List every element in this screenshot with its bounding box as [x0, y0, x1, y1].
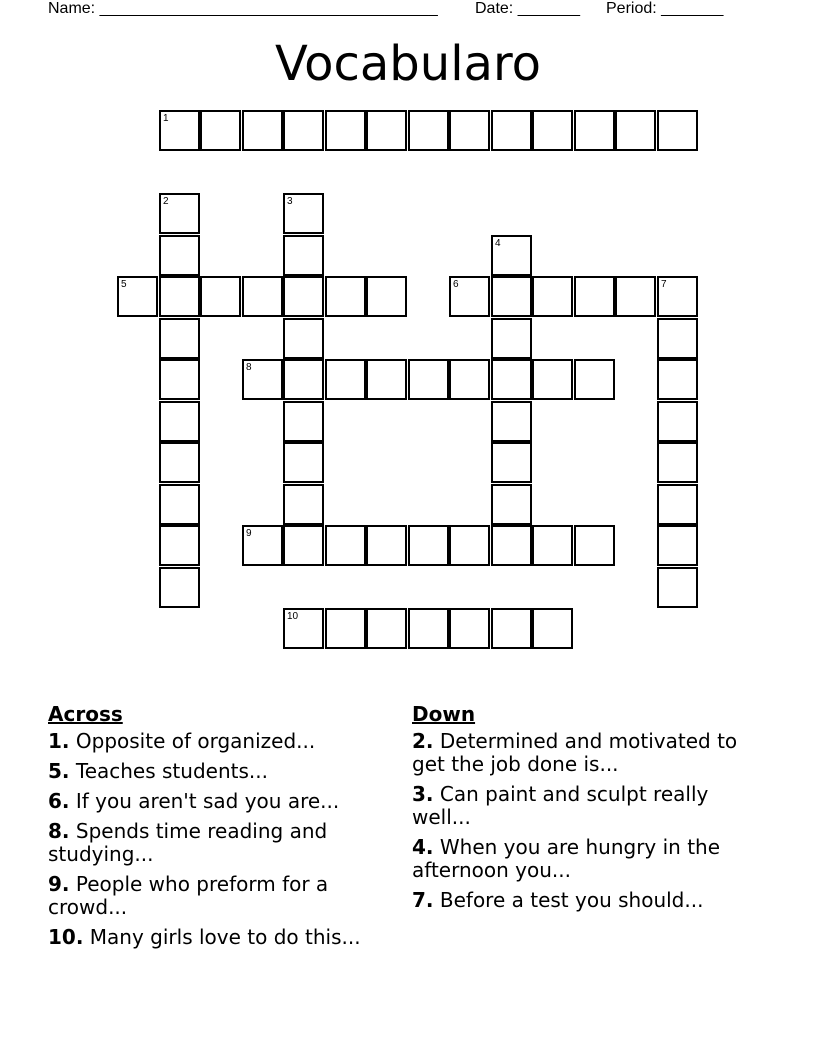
- grid-cell[interactable]: [657, 359, 698, 400]
- clue-number: 2.: [412, 729, 434, 753]
- grid-cell[interactable]: [408, 525, 449, 566]
- grid-cell[interactable]: [657, 484, 698, 525]
- grid-cell[interactable]: [574, 359, 615, 400]
- across-clues: [48, 700, 398, 956]
- down-heading: Down: [412, 702, 476, 726]
- grid-cell[interactable]: [657, 110, 698, 151]
- clue-number: 4.: [412, 835, 434, 859]
- grid-cell[interactable]: [325, 110, 366, 151]
- grid-cell[interactable]: [283, 442, 324, 483]
- down-clues: [412, 700, 757, 919]
- clue-text: If you aren't sad you are...: [75, 789, 340, 813]
- across-heading: Across: [48, 702, 123, 726]
- grid-cell[interactable]: [408, 110, 449, 151]
- grid-cell[interactable]: [491, 608, 532, 649]
- grid-cell[interactable]: [491, 235, 532, 276]
- clue-number-label: 6: [453, 279, 459, 290]
- grid-cell[interactable]: [574, 525, 615, 566]
- grid-cell[interactable]: [283, 235, 324, 276]
- grid-cell[interactable]: [200, 110, 241, 151]
- grid-cell[interactable]: [449, 359, 490, 400]
- grid-cell[interactable]: [491, 359, 532, 400]
- grid-cell[interactable]: [657, 401, 698, 442]
- grid-cell[interactable]: [283, 525, 324, 566]
- grid-cell[interactable]: [532, 276, 573, 317]
- clue-number: 1.: [48, 729, 70, 753]
- clue-across-10: [48, 926, 398, 949]
- clue-number: 9.: [48, 872, 70, 896]
- grid-cell[interactable]: [657, 318, 698, 359]
- grid-cell[interactable]: [574, 276, 615, 317]
- grid-cell[interactable]: [117, 276, 158, 317]
- grid-cell[interactable]: [283, 608, 324, 649]
- grid-cell[interactable]: [159, 235, 200, 276]
- clue-number-label: 10: [287, 611, 299, 622]
- grid-cell[interactable]: [491, 525, 532, 566]
- grid-cell[interactable]: [657, 276, 698, 317]
- grid-cell[interactable]: [574, 110, 615, 151]
- clue-down-4: [412, 836, 757, 882]
- grid-cell[interactable]: [615, 276, 656, 317]
- grid-cell[interactable]: [159, 110, 200, 151]
- clue-across-6: [48, 790, 398, 813]
- period-field-label: Period: _______: [606, 0, 724, 17]
- grid-cell[interactable]: [366, 359, 407, 400]
- clue-across-1: [48, 730, 398, 753]
- clue-text: Can paint and sculpt really well...: [412, 782, 709, 829]
- grid-cell[interactable]: [283, 359, 324, 400]
- clue-down-2: [412, 730, 757, 776]
- grid-cell[interactable]: [449, 525, 490, 566]
- grid-cell[interactable]: [283, 110, 324, 151]
- grid-cell[interactable]: [491, 442, 532, 483]
- grid-cell[interactable]: [366, 276, 407, 317]
- grid-cell[interactable]: [325, 276, 366, 317]
- clue-text: Teaches students...: [75, 759, 268, 783]
- clue-text: When you are hungry in the afternoon you...: [412, 835, 721, 882]
- grid-cell[interactable]: [242, 110, 283, 151]
- clue-text: Before a test you should...: [439, 888, 704, 912]
- clue-number-label: 3: [287, 196, 293, 207]
- grid-cell[interactable]: [242, 359, 283, 400]
- grid-cell[interactable]: [325, 525, 366, 566]
- grid-cell[interactable]: [159, 442, 200, 483]
- grid-cell[interactable]: [532, 608, 573, 649]
- name-field-label: Name: ______________________________________: [48, 0, 438, 17]
- clue-text: Many girls love to do this...: [89, 925, 361, 949]
- grid-cell[interactable]: [283, 318, 324, 359]
- clue-number: 5.: [48, 759, 70, 783]
- grid-cell[interactable]: [325, 359, 366, 400]
- grid-cell[interactable]: [491, 276, 532, 317]
- clue-number: 7.: [412, 888, 434, 912]
- clue-text: People who preform for a crowd...: [48, 872, 329, 919]
- grid-cell[interactable]: [159, 567, 200, 608]
- grid-cell[interactable]: [283, 484, 324, 525]
- grid-cell[interactable]: [159, 276, 200, 317]
- grid-cell[interactable]: [283, 193, 324, 234]
- grid-cell[interactable]: [159, 359, 200, 400]
- clue-number-label: 7: [661, 279, 667, 290]
- grid-cell[interactable]: [408, 608, 449, 649]
- clue-number-label: 2: [163, 196, 169, 207]
- grid-cell[interactable]: [491, 401, 532, 442]
- clue-text: Spends time reading and studying...: [48, 819, 328, 866]
- grid-cell[interactable]: [657, 567, 698, 608]
- grid-cell[interactable]: [159, 318, 200, 359]
- grid-cell[interactable]: [159, 193, 200, 234]
- grid-cell[interactable]: [449, 608, 490, 649]
- clue-number: 3.: [412, 782, 434, 806]
- clue-text: Determined and motivated to get the job done is...: [412, 729, 738, 776]
- grid-cell[interactable]: [366, 525, 407, 566]
- grid-cell[interactable]: [491, 318, 532, 359]
- grid-cell[interactable]: [449, 110, 490, 151]
- clue-number: 8.: [48, 819, 70, 843]
- clue-number-label: 9: [246, 528, 252, 539]
- grid-cell[interactable]: [532, 359, 573, 400]
- clue-number-label: 1: [163, 113, 169, 124]
- clue-number-label: 4: [495, 238, 501, 249]
- clue-down-3: [412, 783, 757, 829]
- grid-cell[interactable]: [408, 359, 449, 400]
- clue-number: 6.: [48, 789, 70, 813]
- grid-cell[interactable]: [615, 110, 656, 151]
- puzzle-title: Vocabularo: [275, 36, 541, 92]
- grid-cell[interactable]: [366, 110, 407, 151]
- grid-cell[interactable]: [325, 608, 366, 649]
- grid-cell[interactable]: [159, 401, 200, 442]
- date-field-label: Date: _______: [475, 0, 580, 17]
- grid-cell[interactable]: [449, 276, 490, 317]
- clue-number: 10.: [48, 925, 84, 949]
- grid-cell[interactable]: [657, 525, 698, 566]
- grid-cell[interactable]: [283, 276, 324, 317]
- grid-cell[interactable]: [657, 442, 698, 483]
- clue-across-5: [48, 760, 398, 783]
- clue-down-7: [412, 889, 757, 912]
- grid-cell[interactable]: [159, 525, 200, 566]
- grid-cell[interactable]: [200, 276, 241, 317]
- grid-cell[interactable]: [242, 525, 283, 566]
- grid-cell[interactable]: [283, 401, 324, 442]
- grid-cell[interactable]: [159, 484, 200, 525]
- clue-number-label: 5: [121, 279, 127, 290]
- grid-cell[interactable]: [242, 276, 283, 317]
- clue-across-8: [48, 820, 398, 866]
- clue-text: Opposite of organized...: [75, 729, 316, 753]
- clue-number-label: 8: [246, 362, 252, 373]
- grid-cell[interactable]: [532, 525, 573, 566]
- clue-across-9: [48, 873, 398, 919]
- grid-cell[interactable]: [491, 484, 532, 525]
- grid-cell[interactable]: [532, 110, 573, 151]
- grid-cell[interactable]: [366, 608, 407, 649]
- grid-cell[interactable]: [491, 110, 532, 151]
